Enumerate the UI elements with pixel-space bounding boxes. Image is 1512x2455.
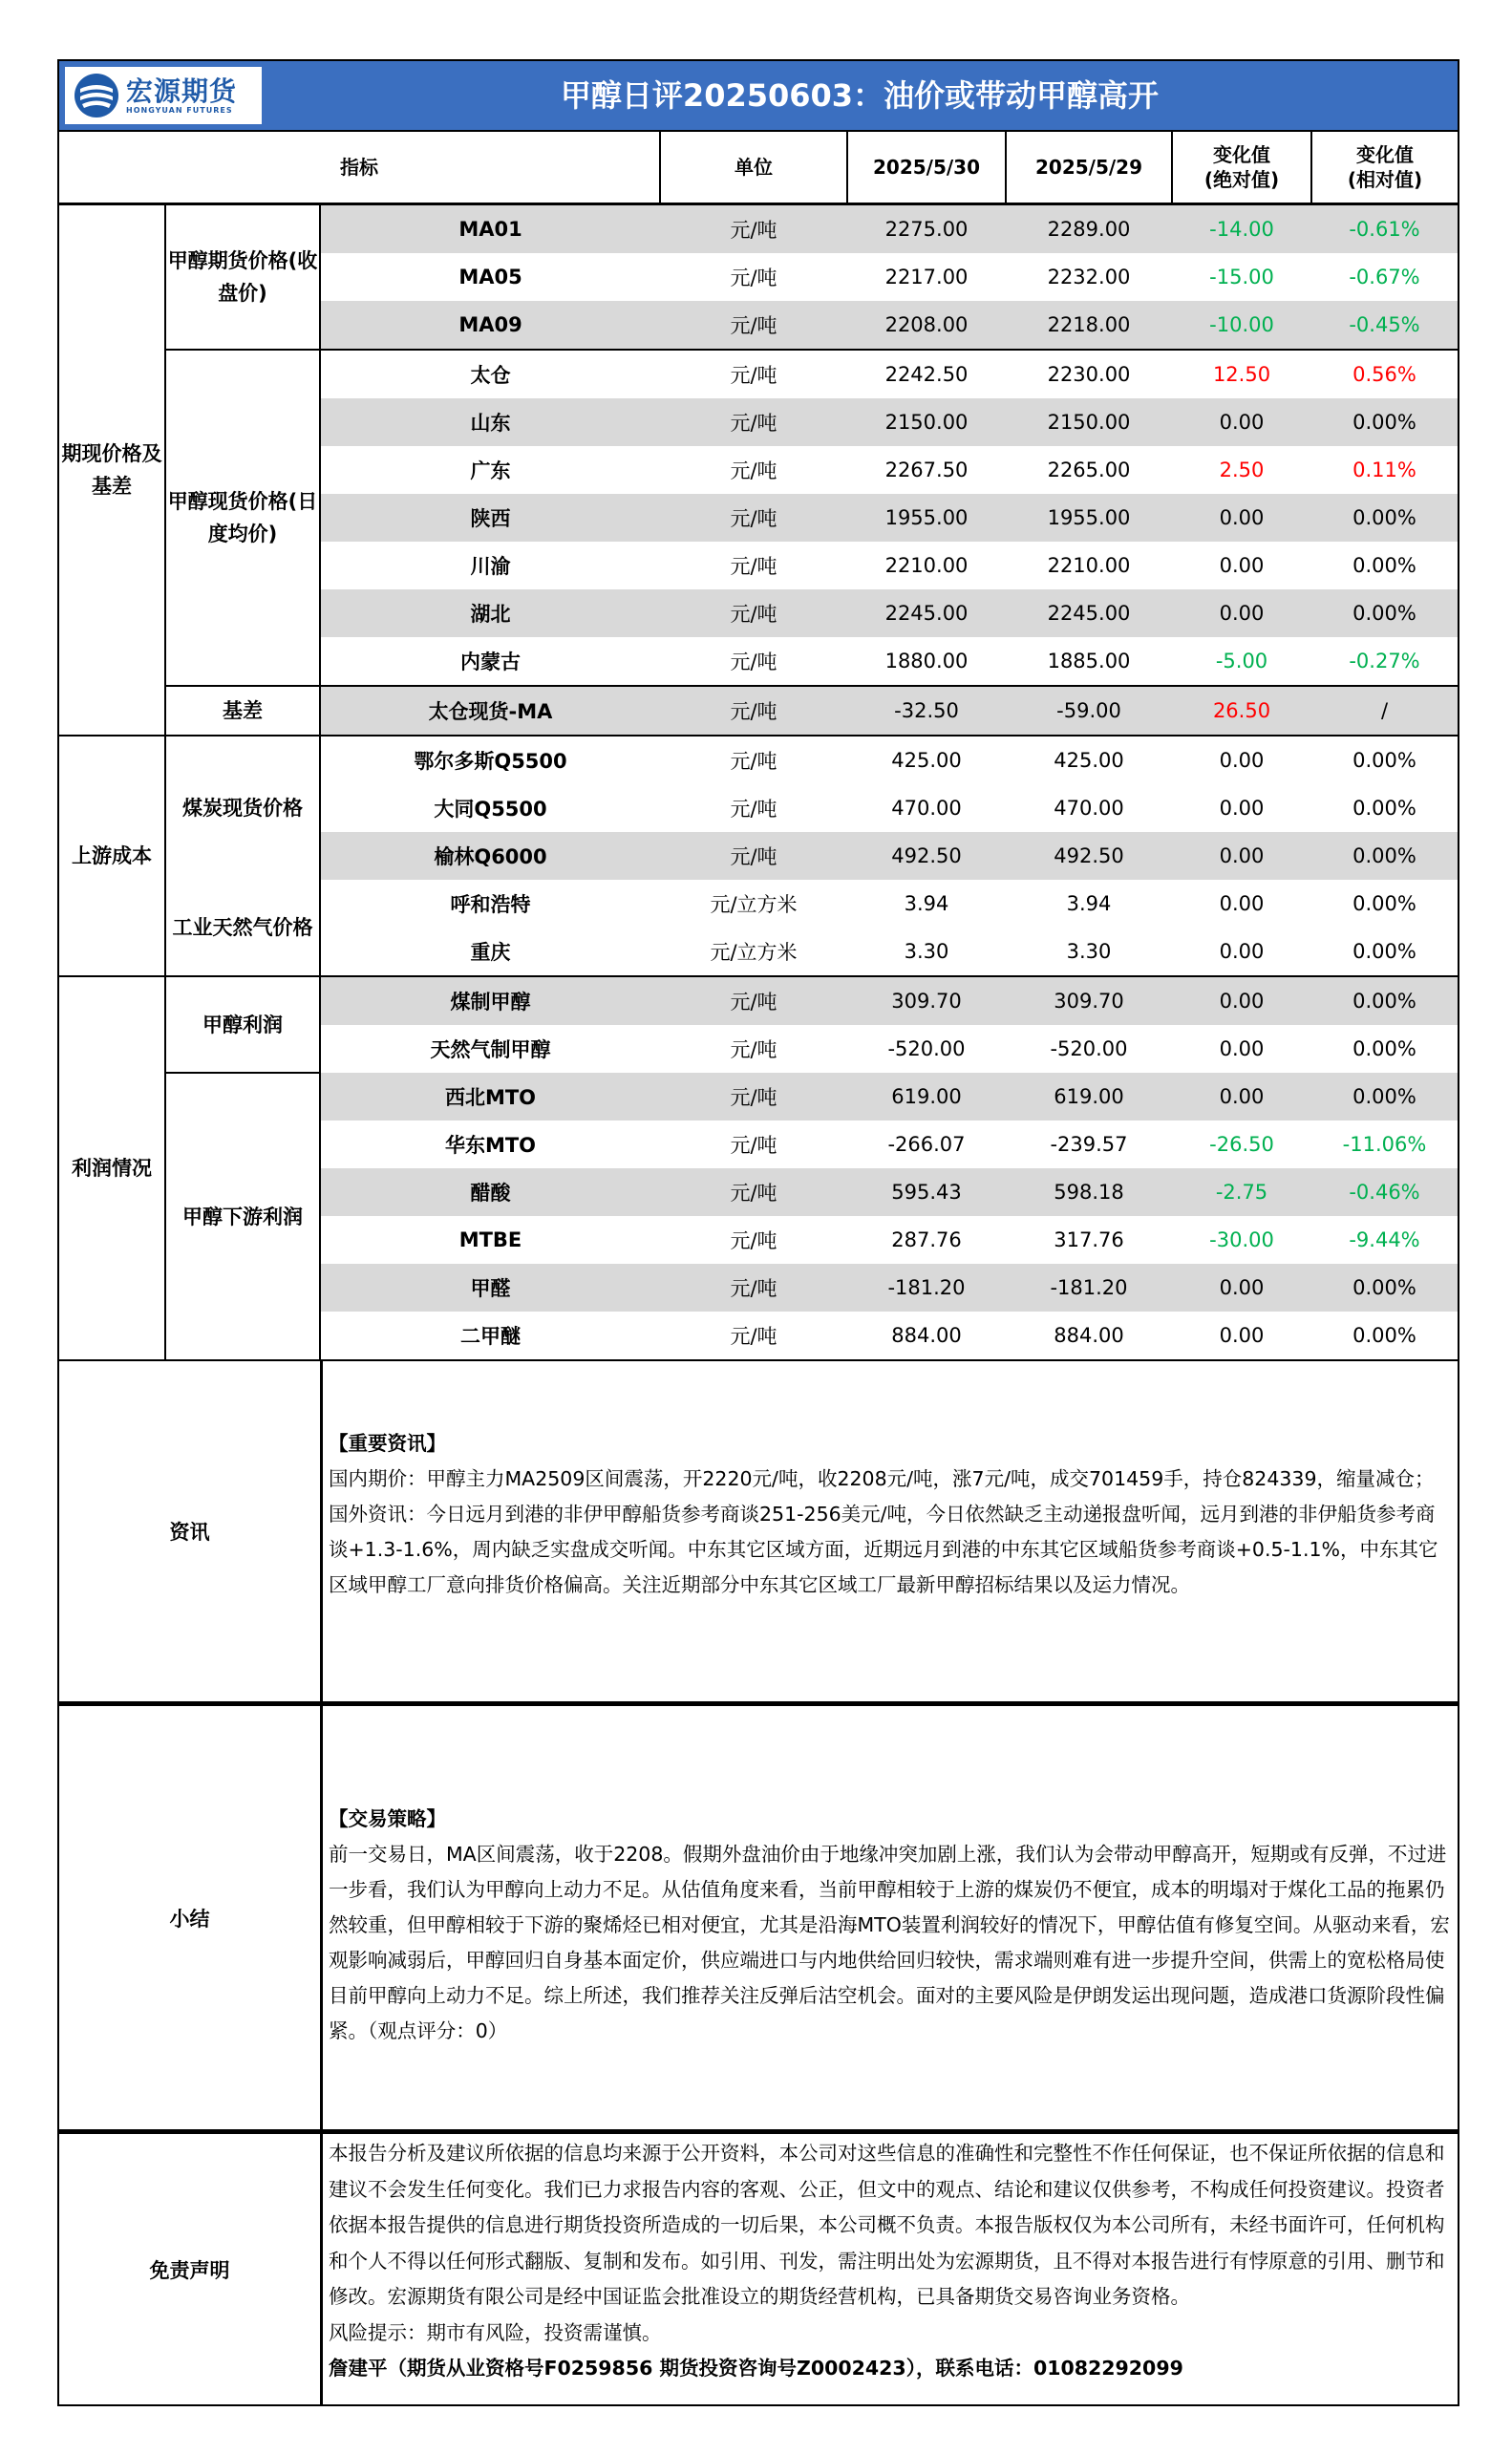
value-2025-5-29: 3.94 [1066, 892, 1112, 915]
value-2025-5-30: 2267.50 [884, 459, 969, 481]
abs-change: 2.50 [1219, 459, 1265, 481]
indicator-name: 山东 [320, 398, 660, 446]
value-2025-5-29: 619.00 [1006, 1073, 1172, 1121]
value-2025-5-30: 619.00 [847, 1073, 1006, 1121]
value-2025-5-29: 1885.00 [1006, 637, 1172, 686]
abs-change: 0.00 [1219, 554, 1265, 577]
subcategory-cell-coal: 煤炭现货价格 [165, 736, 320, 880]
unit-cell: 元/吨 [660, 637, 847, 686]
rel-change: 0.00% [1311, 832, 1459, 880]
value-2025-5-29: 492.50 [1006, 832, 1172, 880]
rel-change: -0.46% [1311, 1168, 1459, 1216]
value-2025-5-30: 1880.00 [847, 637, 1006, 686]
indicator-name: 广东 [470, 459, 511, 482]
abs-change: -30.00 [1209, 1228, 1274, 1251]
table-row [58, 204, 1459, 254]
value-2025-5-29: 2218.00 [1006, 301, 1172, 350]
subcategory-cell-basis: 基差 [165, 686, 320, 736]
value-2025-5-29: 470.00 [1054, 797, 1124, 820]
rel-change: -9.44% [1349, 1228, 1420, 1251]
rel-change: -0.67% [1349, 266, 1420, 288]
indicator-name: 太仓现货-MA [320, 686, 660, 736]
value-2025-5-29: 309.70 [1006, 976, 1172, 1025]
value-2025-5-29: 2210.00 [1047, 554, 1131, 577]
rel-change: 0.00% [1311, 976, 1459, 1025]
report-header [57, 59, 1459, 130]
subcategory-cell-gas: 工业天然气价格 [165, 880, 320, 976]
value-2025-5-30: 884.00 [891, 1324, 962, 1347]
abs-change: 0.00 [1172, 1264, 1311, 1312]
unit-cell: 元/吨 [730, 459, 777, 482]
value-2025-5-30: 3.94 [904, 892, 949, 915]
rel-change: / [1311, 686, 1459, 736]
column-header-abs-change [1172, 131, 1311, 204]
indicator-name: 天然气制甲醇 [430, 1038, 551, 1061]
column-header-date2: 2025/5/29 [1006, 131, 1172, 204]
abs-change: 0.00 [1219, 797, 1265, 820]
value-2025-5-30: 2217.00 [884, 266, 969, 288]
value-2025-5-29: 3.30 [1006, 928, 1172, 976]
unit-cell: 元/吨 [730, 1038, 777, 1061]
analyst-contact: 詹建平（期货从业资格号F0259856 期货投资咨询号Z0002423），联系电话：01082292099 [329, 2357, 1183, 2380]
abs-change-line2: (绝对值) [1203, 168, 1280, 191]
indicator-name: 榆林Q6000 [320, 832, 660, 880]
indicator-name: 陕西 [320, 494, 660, 542]
rel-change: 0.00% [1311, 928, 1459, 976]
indicator-name: 太仓 [470, 364, 511, 387]
value-2025-5-29: 1955.00 [1006, 494, 1172, 542]
value-2025-5-29: 884.00 [1054, 1324, 1124, 1347]
unit-cell: 元/吨 [660, 1168, 847, 1216]
value-2025-5-29: -520.00 [1050, 1037, 1128, 1060]
unit-cell: 元/吨 [730, 1134, 777, 1157]
unit-cell: 元/吨 [730, 1229, 777, 1252]
unit-cell: 元/吨 [660, 204, 847, 254]
indicator-table [57, 130, 1459, 1361]
abs-change: 0.00 [1219, 749, 1265, 772]
unit-cell: 元/吨 [730, 555, 777, 578]
value-2025-5-30: 287.76 [891, 1228, 962, 1251]
report-title: 甲醇日评20250603：油价或带动甲醇高开 [560, 77, 1160, 114]
indicator-name: 西北MTO [320, 1073, 660, 1121]
value-2025-5-30: 2210.00 [884, 554, 969, 577]
abs-change: 0.00 [1219, 892, 1265, 915]
indicator-name: 内蒙古 [320, 637, 660, 686]
logo-name: 宏源期货 [126, 75, 238, 107]
unit-cell: 元/吨 [730, 267, 777, 289]
indicator-name: 呼和浩特 [450, 893, 531, 916]
disclaimer-paragraph: 本报告分析及建议所依据的信息均来源于公开资料，本公司对这些信息的准确性和完整性不作任何保证，也不保证所依据的信息和建议不会发生任何变化。我们已力求报告内容的客观、公正，但文中的观点、结论和建议仅供参考，不构成任何投资建议。投资者依据本报告提供的信息进行期货投资所造成的一切后果，本公司概不负责。本报告版权仅为本公司所有，未经书面许可，任何机构和个人不得以任何形式翻版、复制和发布。如引用、刊发，需注明出处为宏源期货，且不得对本报告进行有悖原意的引用、删节和修改。宏源期货有限公司是经中国证监会批准设立的期货经营机构，已具备期货交易咨询业务资格。 [329, 2142, 1445, 2308]
abs-change: 0.00 [1172, 976, 1311, 1025]
category-cell-upstream: 上游成本 [58, 736, 165, 976]
indicator-name: MTBE [458, 1228, 522, 1251]
value-2025-5-29: 317.76 [1054, 1228, 1124, 1251]
value-2025-5-30: -32.50 [847, 686, 1006, 736]
news-body [323, 1361, 1458, 1701]
rel-change: 0.00% [1311, 1073, 1459, 1121]
value-2025-5-30: -181.20 [847, 1264, 1006, 1312]
unit-cell: 元/吨 [660, 301, 847, 350]
rel-change: -0.61% [1311, 204, 1459, 254]
value-2025-5-29: -59.00 [1006, 686, 1172, 736]
abs-change: 26.50 [1172, 686, 1311, 736]
subcategory-cell-methanol_profit: 甲醇利润 [165, 976, 320, 1073]
value-2025-5-29: 2230.00 [1047, 363, 1131, 386]
rel-change: -0.45% [1311, 301, 1459, 350]
table-header-row [58, 131, 1459, 204]
logo-subtitle: HONGYUAN FUTURES [126, 105, 233, 115]
news-section [57, 1361, 1459, 1703]
table-row [58, 686, 1459, 736]
disclaimer-body [323, 2134, 1458, 2404]
disclaimer-section [57, 2131, 1459, 2406]
unit-cell: 元/立方米 [710, 893, 798, 916]
category-cell-profit: 利润情况 [58, 976, 165, 1360]
value-2025-5-29: 425.00 [1054, 749, 1124, 772]
rel-change: 0.00% [1311, 398, 1459, 446]
value-2025-5-30: 1955.00 [847, 494, 1006, 542]
summary-label: 小结 [59, 1706, 323, 2129]
column-header-unit: 单位 [660, 131, 847, 204]
unit-cell: 元/吨 [730, 1325, 777, 1348]
indicator-name: 大同Q5500 [434, 798, 547, 821]
risk-warning: 风险提示：期市有风险，投资需谨慎。 [329, 2320, 662, 2344]
value-2025-5-30: 2275.00 [847, 204, 1006, 254]
column-header-indicator: 指标 [58, 131, 660, 204]
indicator-name: 重庆 [320, 928, 660, 976]
value-2025-5-30: 2242.50 [884, 363, 969, 386]
unit-cell: 元/吨 [660, 1073, 847, 1121]
value-2025-5-30: 492.50 [847, 832, 1006, 880]
indicator-name: MA09 [320, 301, 660, 350]
indicator-name: MA05 [458, 266, 522, 288]
value-2025-5-30: 2245.00 [847, 589, 1006, 637]
indicator-name: 川渝 [470, 555, 511, 578]
value-2025-5-30: -520.00 [887, 1037, 966, 1060]
abs-change: 0.00 [1172, 398, 1311, 446]
unit-cell: 元/吨 [730, 750, 777, 773]
value-2025-5-30: 3.30 [847, 928, 1006, 976]
column-header-date1: 2025/5/30 [847, 131, 1006, 204]
subcategory-cell-spot: 甲醇现货价格(日度均价) [165, 350, 320, 686]
value-2025-5-29: 2265.00 [1047, 459, 1131, 481]
rel-change: 0.00% [1311, 494, 1459, 542]
indicator-name: MA01 [320, 204, 660, 254]
abs-change: -15.00 [1209, 266, 1274, 288]
value-2025-5-30: 425.00 [891, 749, 962, 772]
abs-change: -2.75 [1172, 1168, 1311, 1216]
abs-change: 0.00 [1172, 928, 1311, 976]
table-row [58, 736, 1459, 784]
rel-change: 0.11% [1352, 459, 1416, 481]
summary-heading: 【交易策略】 [329, 1807, 446, 1830]
unit-cell: 元/吨 [660, 976, 847, 1025]
subcategory-cell-downstream_profit: 甲醇下游利润 [165, 1073, 320, 1360]
news-heading: 【重要资讯】 [329, 1432, 446, 1455]
rel-change: 0.00% [1352, 1037, 1416, 1060]
value-2025-5-30: -266.07 [887, 1133, 966, 1156]
indicator-name: 醋酸 [320, 1168, 660, 1216]
rel-change: 0.00% [1352, 749, 1416, 772]
summary-section [57, 1703, 1459, 2131]
indicator-name: 湖北 [320, 589, 660, 637]
column-header-rel-change [1311, 131, 1459, 204]
summary-paragraph: 前一交易日，MA区间震荡，收于2208。假期外盘油价由于地缘冲突加剧上涨，我们认为会带动甲醇高开，短期或有反弹，不过进一步看，我们认为甲醇向上动力不足。从估值角度来看，当前甲醇相较于上游的煤炭仍不便宜，成本的明塌对于煤化工品的拖累仍然较重，但甲醇相较于下游的聚烯烃已相对便宜，尤其是沿海MTO装置利润较好的情况下，甲醇估值有修复空间。从驱动来看，宏观影响减弱后，甲醇回归自身基本面定价，供应端进口与内地供给回归较快，需求端则难有进一步提升空间，供需上的宽松格局使目前甲醇向上动力不足。综上所述，我们推荐关注反弹后沽空机会。面对的主要风险是伊朗发运出现问题，造成港口货源阶段性偏紧。（观点评分：0） [329, 1843, 1450, 2042]
value-2025-5-29: 598.18 [1006, 1168, 1172, 1216]
disclaimer-label: 免责声明 [59, 2134, 323, 2404]
value-2025-5-30: 2208.00 [847, 301, 1006, 350]
abs-change: 0.00 [1172, 494, 1311, 542]
value-2025-5-29: -181.20 [1006, 1264, 1172, 1312]
abs-change: 0.00 [1172, 832, 1311, 880]
indicator-name: 煤制甲醇 [320, 976, 660, 1025]
unit-cell: 元/吨 [660, 1264, 847, 1312]
report-sheet [57, 59, 1459, 2406]
rel-change: 0.00% [1352, 1324, 1416, 1347]
unit-cell: 元/吨 [660, 686, 847, 736]
table-row [58, 976, 1459, 1025]
value-2025-5-29: 2232.00 [1047, 266, 1131, 288]
value-2025-5-30: 595.43 [847, 1168, 1006, 1216]
rel-change: -0.27% [1311, 637, 1459, 686]
abs-change: 0.00 [1219, 1324, 1265, 1347]
unit-cell: 元/吨 [730, 364, 777, 387]
rel-change: 0.56% [1352, 363, 1416, 386]
logo-text [126, 77, 237, 115]
unit-cell: 元/吨 [660, 398, 847, 446]
unit-cell: 元/吨 [660, 494, 847, 542]
abs-change: -5.00 [1172, 637, 1311, 686]
news-paragraph: 国内期价：甲醇主力MA2509区间震荡，开2220元/吨，收2208元/吨，涨7元/吨，成交701459手，持仓824339，缩量减仓； [329, 1467, 1435, 1490]
value-2025-5-29: -239.57 [1050, 1133, 1128, 1156]
indicator-name: 甲醛 [320, 1264, 660, 1312]
abs-change: -26.50 [1209, 1133, 1274, 1156]
abs-change: -10.00 [1172, 301, 1311, 350]
summary-body [323, 1706, 1458, 2129]
table-row [58, 350, 1459, 398]
news-label: 资讯 [59, 1361, 323, 1701]
abs-change-line1: 变化值 [1213, 143, 1270, 166]
rel-change: 0.00% [1311, 589, 1459, 637]
value-2025-5-29: 2150.00 [1006, 398, 1172, 446]
unit-cell: 元/吨 [660, 832, 847, 880]
rel-change: 0.00% [1352, 554, 1416, 577]
value-2025-5-30: 309.70 [847, 976, 1006, 1025]
category-cell-price: 期现价格及基差 [58, 204, 165, 736]
abs-change: -14.00 [1172, 204, 1311, 254]
table-row [58, 1073, 1459, 1121]
value-2025-5-30: 470.00 [891, 797, 962, 820]
rel-change-line2: (相对值) [1347, 168, 1423, 191]
rel-change: 0.00% [1311, 1264, 1459, 1312]
abs-change: 0.00 [1219, 1037, 1265, 1060]
table-row [58, 880, 1459, 928]
value-2025-5-30: 2150.00 [847, 398, 1006, 446]
indicator-name: 二甲醚 [460, 1325, 521, 1348]
abs-change: 12.50 [1212, 363, 1271, 386]
value-2025-5-29: 2245.00 [1006, 589, 1172, 637]
unit-cell: 元/立方米 [660, 928, 847, 976]
abs-change: 0.00 [1172, 589, 1311, 637]
unit-cell: 元/吨 [660, 589, 847, 637]
rel-change: 0.00% [1352, 797, 1416, 820]
unit-cell: 元/吨 [730, 798, 777, 821]
hongyuan-logo-icon [73, 72, 120, 119]
rel-change: 0.00% [1352, 892, 1416, 915]
rel-change-line1: 变化值 [1356, 143, 1414, 166]
indicator-name: 鄂尔多斯Q5500 [414, 750, 567, 773]
indicator-name: 华东MTO [444, 1134, 537, 1157]
abs-change: 0.00 [1172, 1073, 1311, 1121]
rel-change: -11.06% [1342, 1133, 1427, 1156]
news-paragraph: 国外资讯：今日远月到港的非伊甲醇船货参考商谈251-256美元/吨，今日依然缺乏主动递报盘听闻，远月到港的非伊船货参考商谈+1.3-1.6%，周内缺乏实盘成交听闻。中东其它区域方面，近期远月到港的中东其它区域船货参考商谈+0.5-1.1%，中东其它区域甲醇工厂意向排货价格偏高。关注近期部分中东其它区域工厂最新甲醇招标结果以及运力情况。 [329, 1503, 1438, 1596]
subcategory-cell-futures: 甲醇期货价格(收盘价) [165, 204, 320, 351]
value-2025-5-29: 2289.00 [1006, 204, 1172, 254]
company-logo [65, 67, 262, 124]
